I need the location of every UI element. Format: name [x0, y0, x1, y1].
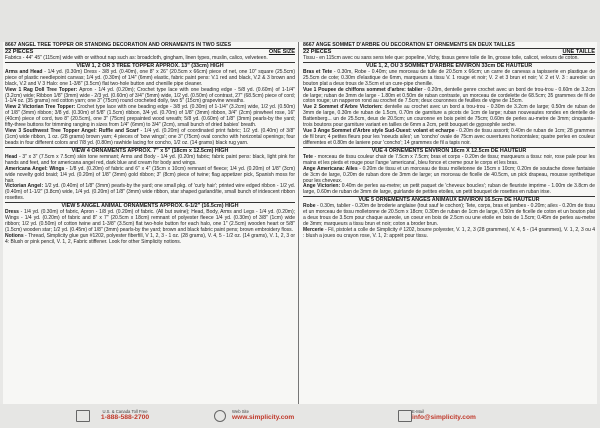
phone-label: U.S. & Canada Toll Free — [102, 409, 148, 414]
fabrics-text: Tissu - en 115cm avec ou sans sens tele que: popeline, Vichy, tissus genre toile de lin, grosse toile, calicot, velours de coton. — [303, 55, 579, 62]
paragraph: Arms and Head - 1/4 yd. (0.30m) Dress - 3/8 yd. (0.40m), one 8" x 26" (20.5cm x 66cm) piece of net, one 10" square (25.5cm) piece of plastic needlepoint canvas; 1/4 yd. (0.30m) of 1/4" (6mm) elastic, fabric paint pens: V.1 red and black, V.2 & 3 brown and black, V.2 and V 3 Halo: one 1-3/8" (3.5cm) flat two-hole button and chenille pipe cleaner. — [5, 68, 296, 87]
pattern-title: 8667 ANGEL TREE TOPPER OR STANDING DECORATION AND ORNAMENTS IN TWO SIZES — [5, 42, 232, 48]
globe-icon — [214, 410, 226, 422]
paragraph: Notions - Thread, Simplicity glue gun #1202, polyester fiberfill, V 1, 2, 3 - 1 oz. (28 grams), V. 4, 5 - 1/2 oz. (14 grams), V. 1, 2, 3 or 4: Blush or pink pencil, V. 1, 2, Fabric stiffener. Look for other Simplicity notions. — [5, 232, 295, 245]
french-column — [301, 42, 597, 404]
size-label: ONE SIZE — [268, 49, 295, 56]
fabrics-text: Fabrics - 44" 45" (115cm) wide with or without nap such as: broadcloth, gingham, linen types, muslin, calico, velveteen. — [5, 55, 268, 62]
website-link[interactable]: www.simplicity.com — [232, 414, 295, 421]
email-label: E-Mail — [412, 409, 424, 414]
section-title: VUE 5 ORNEMENTS ANGES ANIMAUX ENVIRON 16.5cm DE HAUTEUR — [303, 196, 595, 204]
paragraph: Americana Angel: Wings - 1/8 yd. (0.20m) of fabric and 6" x 4" (15cm x 10cm) remnant of fleece; 1/4 yd. (0.20m) of 1/8" (3cm) wide novelty gold braid; 1/4 yd. (0.20m) of 1/8" (3mm) gold ribbon; 3" (8cm) piece of twine; flag appetizer pick, Spanish moss for hair. — [5, 165, 295, 184]
section-title: VUE 1, 2, OU 3 SOMMET D'ARBRE ENVIRON 33cm DE HAUTEUR — [303, 62, 595, 70]
pieces-count: 22 PIECES — [5, 49, 34, 56]
pattern-title: 8667 ANGE SOMMET D'ARBRE OU DECORATION ET ORNEMENTS EN DEUX TAILLES — [303, 42, 515, 48]
instruction-sheet — [3, 42, 597, 404]
paragraph: Bras et Tete - 0.30m, Robe - 0.40m; une morceau de tulle de 20.5cm x 66cm; un carre de canevas a tapisserie en plastique de 25.5cm de cote; 0.30m d'elastique de 6mm, marqueurs a tissu V. 1 rouge et noir; V. 2 et 3 brun et noir; V. 2 et V. 3 : aureole: un bouton plat a deux trous de 3.5cm et un cure-pipe chenille. — [303, 68, 595, 87]
envelope-icon — [398, 410, 412, 422]
paragraph: Dress - 1/4 yd. (0.30m) of fabric, Apron - 1/8 yd. (0.20m) of fabric. (All but swine); Head, Body, Arms and Legs - 1/4 yd. (0.20m); Wings - 1/4 yd. (0.20m) of fabric and 8" x 7" (20.5cm x 18cm) remnant of polyester fleece 1/4 yd. (0.30m) of 3/8" (1cm) wide ribbon; 1/2 yd. (0.50m) of cotton twine and 1-3/8" (3.5cm) flat two-hole button for each halo, one 1" (2.5cm) wooden heart or 5/8" (1.5cm) wooden star; 1/2 yd. (0.45m) of 1/8" (3mm) pearls-by the yard; brown and black fabric paint pens; brown embroidery floss. — [5, 208, 295, 233]
contact-footer — [0, 404, 600, 428]
paragraph: Vue 3 Ange Sommet d'Arbre style Sud-Ouest: volant et echarpe - 0.20m de tissu assorti; 0.40m de ruban de 1cm; 28 grammes de fil brun; 4 petites fleurs pour les 'noeuds ailes'; un 'concho' ovale de 75cm avec ouvertures horizontales; quatre perles en couleur differentes et 0.80m de laniere pour 'concho'; 14 grammes de fil a tapis noir. — [303, 128, 595, 147]
size-label: UNE TAILLE — [562, 49, 595, 56]
paragraph: Tete - morceau de tissu couleur chair de 7.5cm x 7.5cm; bras et corps - 0.20m de tissu; marqueurs a tissu: noir, rose pale pour les mains et les pieds et rouge pour l'ange 'americana', bleu fonce et creme pour le corps et les bras. — [303, 153, 595, 166]
paragraph: Ange Victorien: 0.40m de perles au-metre; un petit paquet de 'cheveux boucles'; ruban de fleuriste imprime - 1.00m de 3.8cm de large, 0.60m de ruban de 3mm de large, guirlande de petites etoiles, un petit bouquet de rosettes en ruban irise. — [303, 183, 595, 196]
paragraph: Vue 2 Sommet d'Arbre Victorien: dentelle au crochet avec un bord a trou-trou - 0.30m de 3.2cm de large; 0.50m de ruban de 3mm de large, 0.30m de ruban de 1.5cm, 0.70m de garniture a picots de 1cm de large; ruban nouveautes rondes en dentelle de Battenberg... un de 25.5cm, deux de 20.5cm; un couronne en bois peint de 75cm; 0.60m de perles au-metre de 3mm; cinquante-trois boutons pour garniture variant en tailles de 6mm a 2cm, petit bouquet de gypsophile seche. — [303, 104, 595, 129]
paragraph: Robe - 0.30m, tablier - 0.20m de broderie anglaise (tout sauf le cochon); Tete, corps, bras et jambes - 0.20m; ailes - 0.20m de tissu et un morceau de tissu molletonne de 20.5cm x 18cm; 0.30m de ruban de 1cm de large, 0.50m de ficelle de coton et un bouton plat a deux trous de 3.5cm pour chaque aureole, un coeur en bois de 2.5cm ou une etoile en bois de 1.5cm; 0.45m de perles au-metre de 3mm; marqueurs a tissu brun et noir; coton a broder brun. — [303, 202, 595, 227]
section-title: VIEW 4 ORNAMENTS APPROX. 7" x 5" (18cm x 12.5cm) HIGH — [5, 147, 295, 155]
paragraph: Vue 1 Poupee de chiffons sommet d'arbre: tablier - 0.20m, dentelle genre crochet avec un bord de trou-trou - 0.60m de 3.2cm de large; ruban de 3mm de large - 1.80m et 0.50m de ruban contraste, un morceau de cordelette de 68.5cm; 35 grammes de fil de coton rouge; un napperon rond au crochet de 7.5cm; deux couronnes de feuilles de vigne de 15cm. — [303, 86, 595, 105]
paragraph: View 3 Southwest Tree Topper Angel: Ruffle and Scarf - 1/4 yd. (0.20m) of coordinated print fabric; 1/2 yd. (0.40m) of 3/8" (1cm) wide ribbon, 1 oz. (28 grams) brown yarn; 4 pieces of 'bow wings'; one 3" (75cm) oval concho with horizontal openings; four beads in four different colors and 7/8 yd. (0.80m) rawhide lacing for concho, 1/2 oz. (14 grams) black rug yarn. — [5, 128, 295, 147]
paragraph: Ange Americana: Ailes - 0.20m de tissu et un morceau de tissu molletonne de 15cm x 10cm; 0.20m de soutache doree fantaisie de 3cm de large, 0.20m de ruban dore de 3mm de large; un morceau de ficelle de 40.5cm, un pick drapeau, mousse synthetique pour les cheveux. — [303, 165, 595, 184]
phone-number: 1-888-588-2700 — [100, 414, 150, 421]
paragraph: Victorian Angel: 1/2 yd. (0.40m) of 1/8" (3mm) pearls-by the yard; one small pkg. of 'curly hair'; printed wire edged ribbon - 1/2 yd. (0.40m) of 1-1/2" (3.8cm) wide, 1/4 yd. (0.20m) of 1/8" (3mm) wide ribbon, star shaped garland/tie, small bunch of iridescent ribbon rosettes. — [5, 183, 296, 202]
top-margin — [0, 0, 600, 42]
pieces-count: 22 PIECES — [303, 49, 332, 56]
paragraph: Head - 3" x 3" (7.5cm x 7.5cm) skin tone remnant; Arms and Body - 1/4 yd. (0.20m) fabric; fabric paint pens: black, light pink for hands and feet, and for americana angel red, dark blue and cream for body and wings. — [5, 153, 295, 166]
section-title: VIEW 1, 2 OR 3 TREE TOPPER APPROX. 13" (33cm) HIGH — [5, 62, 295, 70]
section-title: VIEW 5 ANGEL ANIMAL ORNAMENTS APPROX. 6-1/2" (16.5cm) HIGH — [5, 202, 295, 210]
column-divider — [298, 42, 299, 404]
paragraph: Mercerie - Fil, pistolet a colle de Simplicity # 1202, bourre polyester, V. 1, 2, 3 (28 grammes), V. 4, 5 - (14 grammes), V. 1, 2, 3 ou 4 : blush a joues ou crayon rose, V. 1, 2: apprét pour tissu. — [303, 226, 595, 239]
english-column — [3, 42, 297, 404]
section-title: VUE 4 ORNEMENTS ENVIRON 18cm X 12.5cm DE HAUTEUR — [303, 147, 595, 155]
email-link[interactable]: info@simplicity.com — [412, 414, 476, 421]
paragraph: View 1 Rag Doll Tree Topper: Apron - 1/4 yd. (0.20m); Crochet type lace with one beading edge - 5/8 yd. (0.60m) of 1-1/4" (3.2cm) wide; Ribbon 1/8" (3mm) wide - 2/3 yd. (0.60m) of 3/4" (5mm) wide, 1/2 yd. (0.50m) of contrast, 27" (68.5cm) piece of cord; 1-1/4 oz. (35 grams) red cotton yarn; one 3" (75cm) round crocheted doily, two 5" (15cm) grapevine wreaths. — [5, 86, 295, 105]
phone-icon — [76, 410, 90, 422]
web-label: Web Site — [232, 409, 249, 414]
paragraph: View 2 Victorian Tree Topper: Crochet type lace with one beading edge - 3/8 yd. (0.30m) of 1-1/4" (3.2cm) wide, 1/2 yd. (0.50m) of 1/8" (3mm) ribbon; 3/8 yd. (0.30m) of 5/8" (1.5cm) ribbon, 3/4 yd. (0.70m) of 1/8" (3mm) ribbon, 3/4" (2cm) pinwheel rose, 16" (40cm) piece of cord, two 8" (20.5cm), one 3" (75cm) prepainted wood wreath; 5/8 yd. (0.60m) of 1/8" (3mm) pearls-by the yard; fifty-three buttons for trimming ranging in sizes from 1/4" (6mm) to 3/4" (2cm), small bunch of dried babies' breath. — [5, 104, 296, 129]
